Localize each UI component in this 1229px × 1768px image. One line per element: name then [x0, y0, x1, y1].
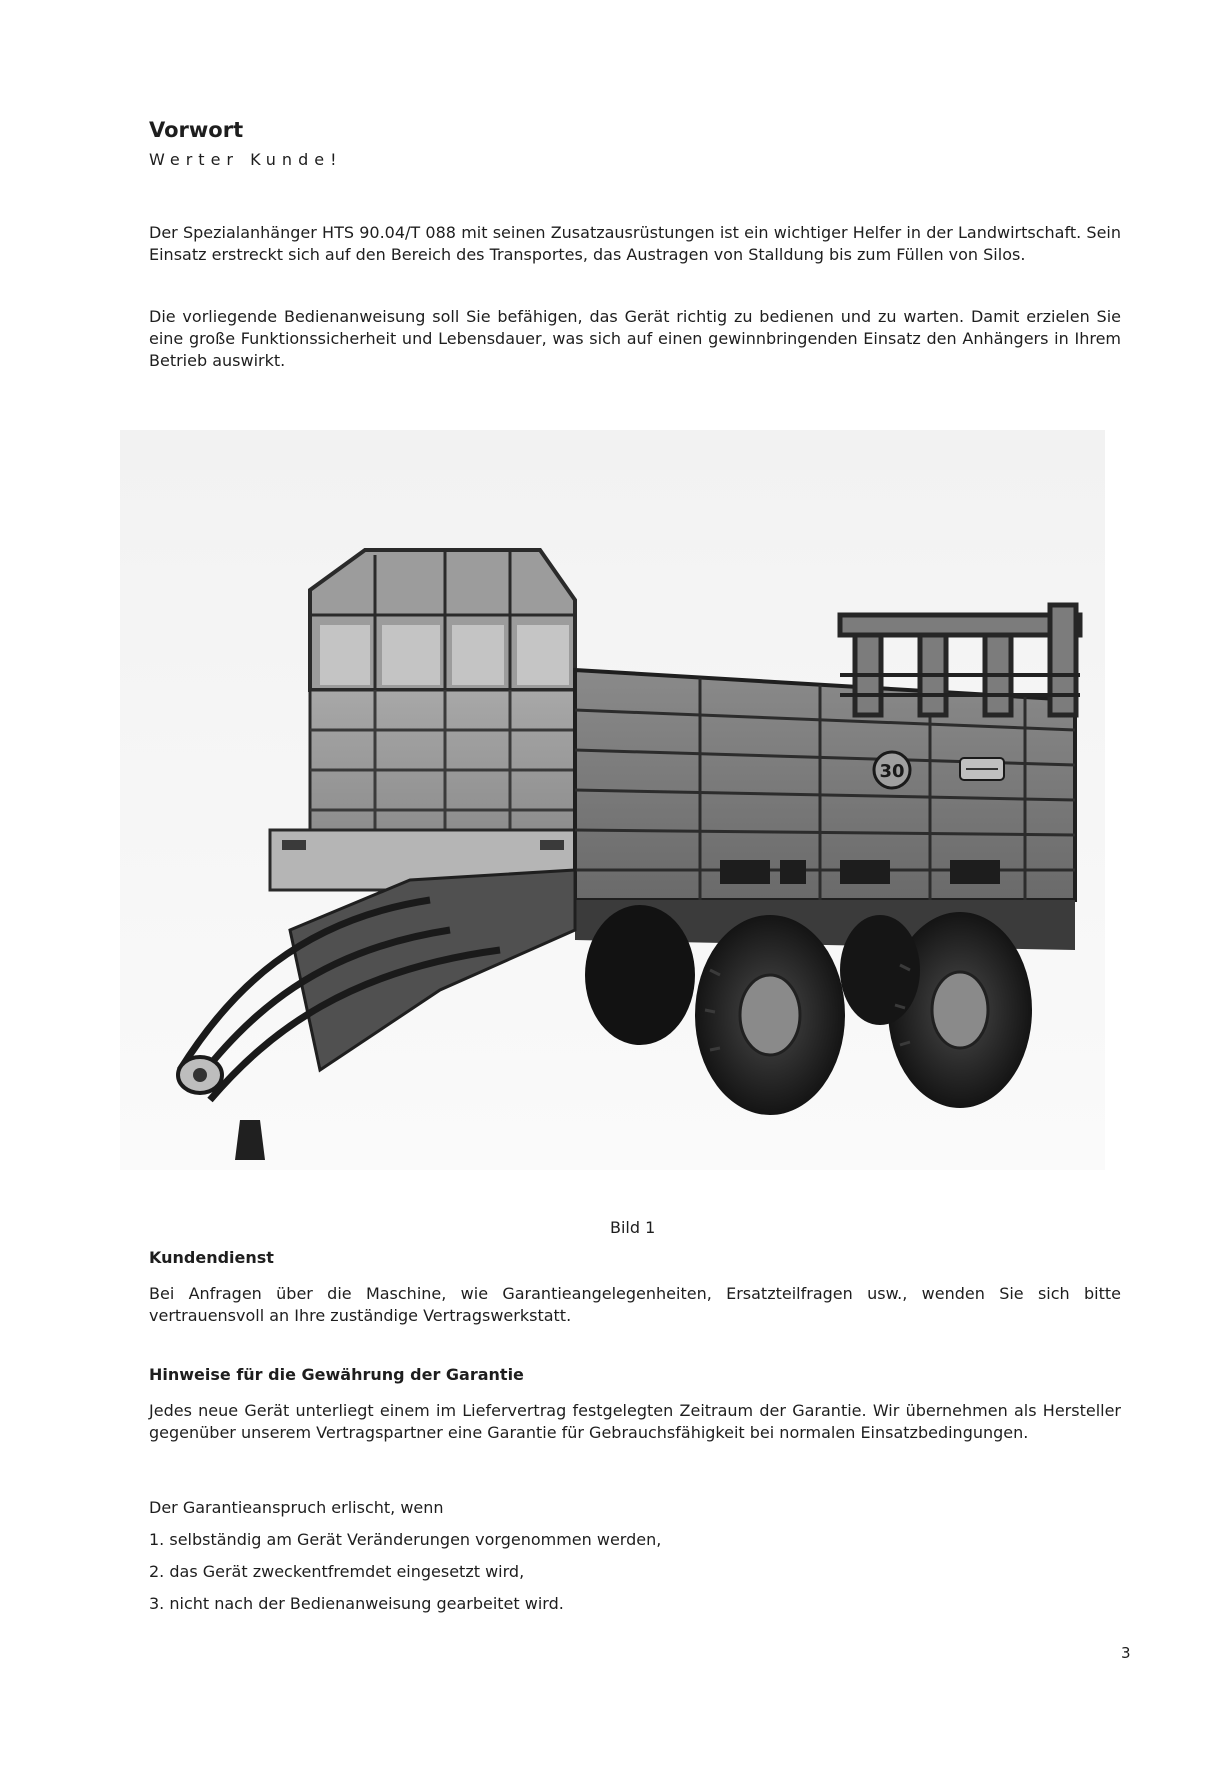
section-text-kundendienst: Bei Anfragen über die Maschine, wie Garantieangelegenheiten, Ersatzteilfragen usw., wenden Sie sich bitte vertrauensvoll an Ihre zuständige Vertragswerkstatt.	[149, 1284, 1121, 1325]
intro-paragraph-1: Der Spezialanhänger HTS 90.04/T 088 mit seinen Zusatzausrüstungen ist ein wichtiger Helfer in der Landwirtschaft. Sein Einsatz erstreckt sich auf den Bereich des Transportes, das Austragen von Stalldung bis zum Füllen von Silos.	[149, 223, 1121, 264]
page-number: 3	[1121, 1644, 1131, 1662]
section-heading-garantie: Hinweise für die Gewährung der Garantie	[149, 1365, 524, 1384]
page-title: Vorwort	[149, 118, 244, 142]
section-heading-kundendienst: Kundendienst	[149, 1248, 274, 1267]
warranty-condition-1: 1. selbständig am Gerät Veränderungen vorgenommen werden,	[149, 1530, 662, 1549]
speed-badge: 30	[879, 761, 905, 782]
trailer-photo	[120, 430, 1105, 1170]
salutation: Werter Kunde!	[149, 150, 343, 169]
figure-caption: Bild 1	[610, 1218, 656, 1237]
warranty-lead: Der Garantieanspruch erlischt, wenn	[149, 1498, 444, 1517]
intro-paragraph-2: Die vorliegende Bedienanweisung soll Sie befähigen, das Gerät richtig zu bedienen und zu warten. Damit erzielen Sie eine große Funktionssicherheit und Lebensdauer, was sich auf einen gewinnbringenden Einsatz den Anhängers in Ihrem Betrieb auswirkt.	[149, 307, 1121, 370]
section-text-garantie: Jedes neue Gerät unterliegt einem im Liefervertrag festgelegten Zeitraum der Garantie. Wir übernehmen als Hersteller gegenüber unserem Vertragspartner eine Garantie für Gebrauchsfähigkeit bei normalen Einsatzbedingungen.	[149, 1401, 1121, 1442]
warranty-condition-2: 2. das Gerät zweckentfremdet eingesetzt wird,	[149, 1562, 525, 1581]
warranty-condition-3: 3. nicht nach der Bedienanweisung gearbeitet wird.	[149, 1594, 564, 1613]
